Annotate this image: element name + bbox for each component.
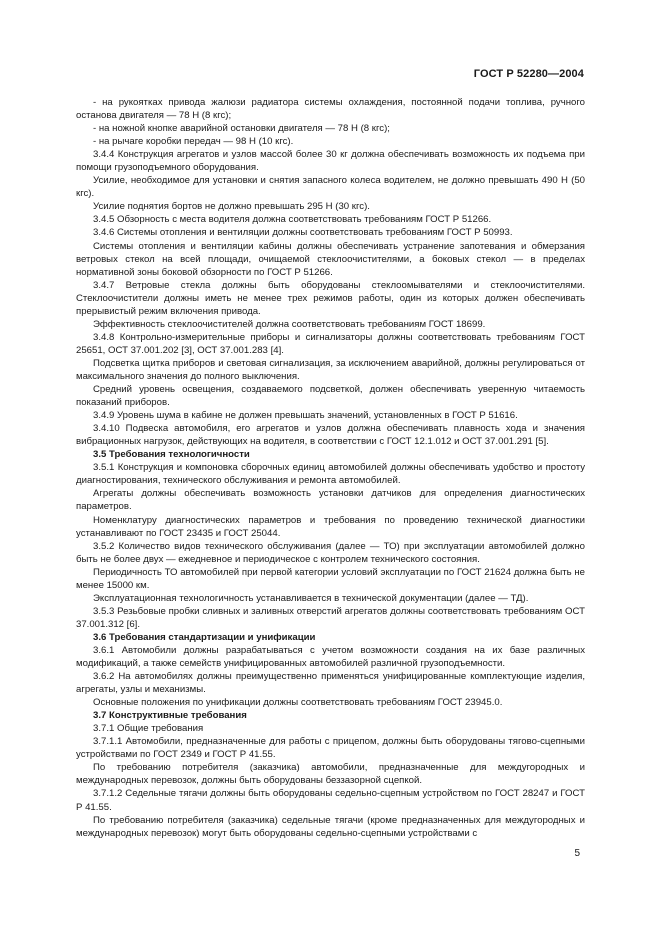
- body-paragraph: 3.4.5 Обзорность с места водителя должна соответствовать требованиям ГОСТ Р 51266.: [93, 214, 492, 226]
- body-paragraph: По требованию потребителя (заказчика) автомобили, предназначенные для междугородных и международных перевозок, должны быть оборудованы беззазорной сцепкой.: [76, 762, 585, 787]
- body-paragraph: Усилие, необходимое для установки и снятия запасного колеса водителем, не должно превышать 490 Н (50 кгс).: [76, 175, 585, 200]
- body-paragraph: 3.5.3 Резьбовые пробки сливных и заливных отверстий агрегатов должны соответствовать требованиям ОСТ 37.001.312 [6].: [76, 605, 585, 630]
- body-paragraph: Агрегаты должны обеспечивать возможность установки датчиков для определения диагностических параметров.: [76, 488, 585, 513]
- body-paragraph: 3.5.2 Количество видов технического обслуживания (далее — ТО) при эксплуатации автомобилей должно быть не более двух — ежедневное и периодическое с контролем технического состояния.: [76, 540, 585, 565]
- body-paragraph: 3.4.9 Уровень шума в кабине не должен превышать значений, установленных в ГОСТ Р 51616.: [93, 410, 518, 422]
- section-heading: 3.7 Конструктивные требования: [93, 710, 247, 722]
- body-paragraph: Номенклатуру диагностических параметров и требования по проведению технической диагностики устанавливают по ГОСТ 23435 и ГОСТ 25044.: [76, 514, 585, 539]
- body-paragraph: - на рукоятках привода жалюзи радиатора системы охлаждения, постоянной подачи топлива, ручного останова двигателя — 78 Н (8 кгс);: [76, 97, 585, 122]
- body-paragraph: 3.6.2 На автомобилях должны преимущественно применяться унифицированные комплектующие изделия, агрегаты, узлы и механизмы.: [76, 671, 585, 696]
- document-body: [76, 96, 585, 840]
- body-paragraph: Основные положения по унификации должны соответствовать требованиям ГОСТ 23945.0.: [93, 697, 503, 709]
- section-heading: 3.5 Требования технологичности: [93, 449, 250, 461]
- section-heading: 3.6 Требования стандартизации и унификации: [93, 631, 316, 643]
- document-number-header: ГОСТ Р 52280—2004: [473, 68, 584, 80]
- body-paragraph: Эффективность стеклоочистителей должна соответствовать требованиям ГОСТ 18699.: [93, 318, 486, 330]
- body-paragraph: 3.4.6 Системы отопления и вентиляции должны соответствовать требованиям ГОСТ Р 50993.: [93, 227, 513, 239]
- body-paragraph: По требованию потребителя (заказчика) седельные тягачи (кроме предназначенных для междугородных и международных перевозок) могут быть оборудованы седельно-сцепными устройствами с: [76, 814, 585, 839]
- page-number: 5: [574, 848, 580, 859]
- body-paragraph: 3.6.1 Автомобили должны разрабатываться с учетом возможности создания на их базе различных модификаций, а также семейств унифицированных автомобилей различной грузоподъемности.: [76, 644, 585, 670]
- body-paragraph: 3.7.1.2 Седельные тягачи должны быть оборудованы седельно-сцепным устройством по ГОСТ 28247 и ГОСТ Р 41.55.: [76, 788, 585, 813]
- body-paragraph: 3.7.1.1 Автомобили, предназначенные для работы с прицепом, должны быть оборудованы тягово-сцепными устройствами по ГОСТ 2349 и ГОСТ Р 41.55.: [76, 736, 585, 761]
- body-paragraph: 3.5.1 Конструкция и компоновка сборочных единиц автомобилей должны обеспечивать удобство и простоту диагностирования, технического обслуживания и ремонта автомобилей.: [76, 462, 585, 487]
- body-paragraph: Системы отопления и вентиляции кабины должны обеспечивать устранение запотевания и обмерзания ветровых стекол на всей площади, очищаемой стеклоочистителями, а боковых стекол — в пределах нормативной зоны боковой обзорности по ГОСТ Р 51266.: [76, 240, 585, 278]
- body-paragraph: 3.7.1 Общие требования: [93, 723, 204, 735]
- body-paragraph: Эксплуатационная технологичность устанавливается в технической документации (далее — ТД).: [93, 592, 529, 604]
- body-paragraph: 3.4.4 Конструкция агрегатов и узлов массой более 30 кг должна обеспечивать возможность их подъема при помощи грузоподъемного оборудования.: [76, 149, 585, 174]
- body-paragraph: 3.4.7 Ветровые стекла должны быть оборудованы стеклоомывателями и стеклоочистителями. Стеклоочистители должны иметь не менее трех режимов работы, один из которых должен обеспечивать прерывистый режим включения привода.: [76, 279, 585, 317]
- body-paragraph: 3.4.10 Подвеска автомобиля, его агрегатов и узлов должна обеспечивать плавность хода и значения вибрационных нагрузок, действующих на водителя, в соответствии с ГОСТ 12.1.012 и ОСТ 37.001.291 [5].: [76, 423, 585, 448]
- body-paragraph: - на ножной кнопке аварийной остановки двигателя — 78 Н (8 кгс);: [93, 123, 390, 135]
- body-paragraph: Средний уровень освещения, создаваемого подсветкой, должен обеспечивать уверенную читаемость показаний приборов.: [76, 384, 585, 409]
- body-paragraph: 3.4.8 Контрольно-измерительные приборы и сигнализаторы должны соответствовать требованиям ГОСТ 25651, ОСТ 37.001.202 [3], ОСТ 37.001.283 [4].: [76, 331, 585, 356]
- body-paragraph: Усилие поднятия бортов не должно превышать 295 Н (30 кгс).: [93, 201, 370, 213]
- body-paragraph: Периодичность ТО автомобилей при первой категории условий эксплуатации по ГОСТ 21624 должна быть не менее 15000 км.: [76, 566, 585, 591]
- body-paragraph: - на рычаге коробки передач — 98 Н (10 кгс).: [93, 136, 294, 148]
- body-paragraph: Подсветка щитка приборов и световая сигнализация, за исключением аварийной, должны регулироваться от максимального значения до полного выключения.: [76, 357, 585, 382]
